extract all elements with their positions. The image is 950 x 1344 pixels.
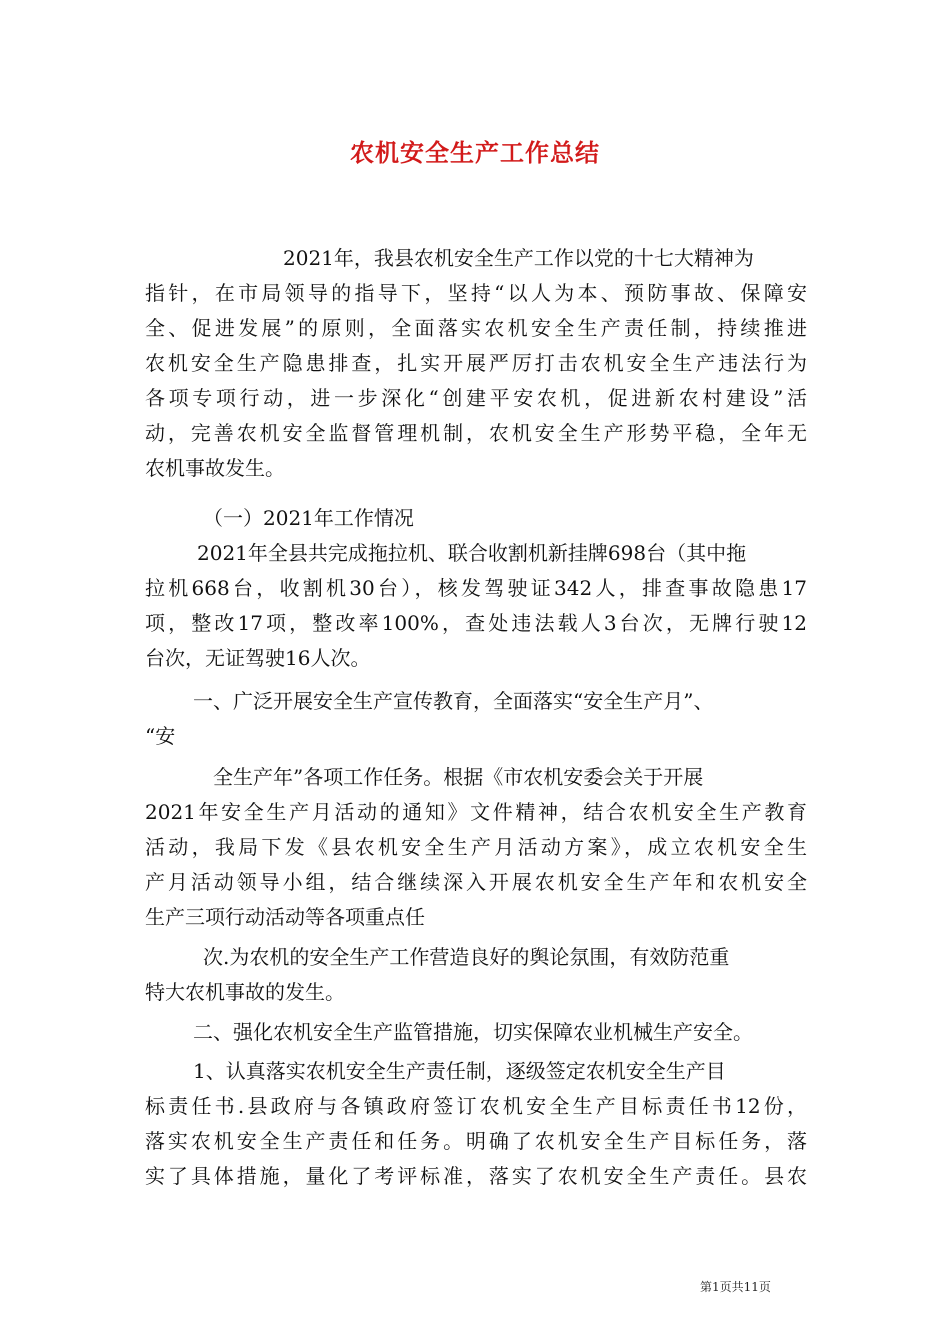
- section-heading: [145, 501, 807, 536]
- text-line: 生产三项行动活动等各项重点任: [145, 905, 425, 929]
- text-line: 落实农机安全生产责任和任务。明确了农机安全生产目标任务，落: [145, 1129, 807, 1153]
- text-line: 拉机668台，收割机30台），核发驾驶证342人，排查事故隐患17: [145, 576, 807, 600]
- paragraph-intro: [145, 241, 807, 486]
- text-line: 2021年安全生产月活动的通知》文件精神，结合农机安全生产教育: [145, 800, 807, 824]
- page-number: 第1页共11页: [700, 1280, 771, 1294]
- text-line: 特大农机事故的发生。: [145, 980, 345, 1004]
- text-line: 活动，我局下发《县农机安全生产月活动方案》，成立农机安全生: [145, 835, 807, 859]
- text-line: 1、认真落实农机安全生产责任制，逐级签定农机安全生产目: [193, 1059, 726, 1083]
- document-title: 农机安全生产工作总结: [350, 138, 600, 167]
- text-line: 2021年，我县农机安全生产工作以党的十七大精神为: [283, 246, 754, 270]
- text-line: 二、强化农机安全生产监管措施，切实保障农业机械生产安全。: [193, 1020, 753, 1044]
- paragraph-item-1-body: [145, 760, 807, 935]
- text-line: 2021年全县共完成拖拉机、联合收割机新挂牌698台（其中拖: [197, 541, 747, 565]
- text-line: 实了具体措施，量化了考评标准，落实了农机安全生产责任。县农: [145, 1164, 807, 1188]
- item-1-heading: [145, 684, 807, 754]
- text-line: 台次，无证驾驶16人次。: [145, 646, 371, 670]
- text-line: 标责任书.县政府与各镇政府签订农机安全生产目标责任书12份，: [145, 1094, 807, 1118]
- text-line: 产月活动领导小组，结合继续深入开展农机安全生产年和农机安全: [145, 870, 807, 894]
- text-line: 一、广泛开展安全生产宣传教育，全面落实“安全生产月”、: [193, 689, 714, 713]
- item-2-heading: [145, 1015, 807, 1050]
- paragraph-section-body: [145, 536, 807, 676]
- text-line: “安: [145, 724, 176, 748]
- text-line: 指针，在市局领导的指导下，坚持“以人为本、预防事故、保障安: [145, 281, 807, 305]
- paragraph-item-1-cont: [145, 940, 807, 1010]
- text-line: 各项专项行动，进一步深化“创建平安农机，促进新农村建设”活: [145, 386, 807, 410]
- text-line: 动，完善农机安全监督管理机制，农机安全生产形势平稳，全年无: [145, 421, 807, 445]
- text-line: 全生产年”各项工作任务。根据《市农机安委会关于开展: [213, 765, 704, 789]
- paragraph-item-2-sub-1: [145, 1054, 807, 1194]
- text-line: 农机安全生产隐患排查，扎实开展严厉打击农机安全生产违法行为: [145, 351, 807, 375]
- text-line: （一）2021年工作情况: [203, 506, 414, 530]
- text-line: 全、促进发展”的原则，全面落实农机安全生产责任制，持续推进: [145, 316, 807, 340]
- text-line: 农机事故发生。: [145, 456, 285, 480]
- text-line: 项，整改17项，整改率100%，查处违法载人3台次，无牌行驶12: [145, 611, 807, 635]
- text-line: 次.为农机的安全生产工作营造良好的舆论氛围，有效防范重: [203, 945, 730, 969]
